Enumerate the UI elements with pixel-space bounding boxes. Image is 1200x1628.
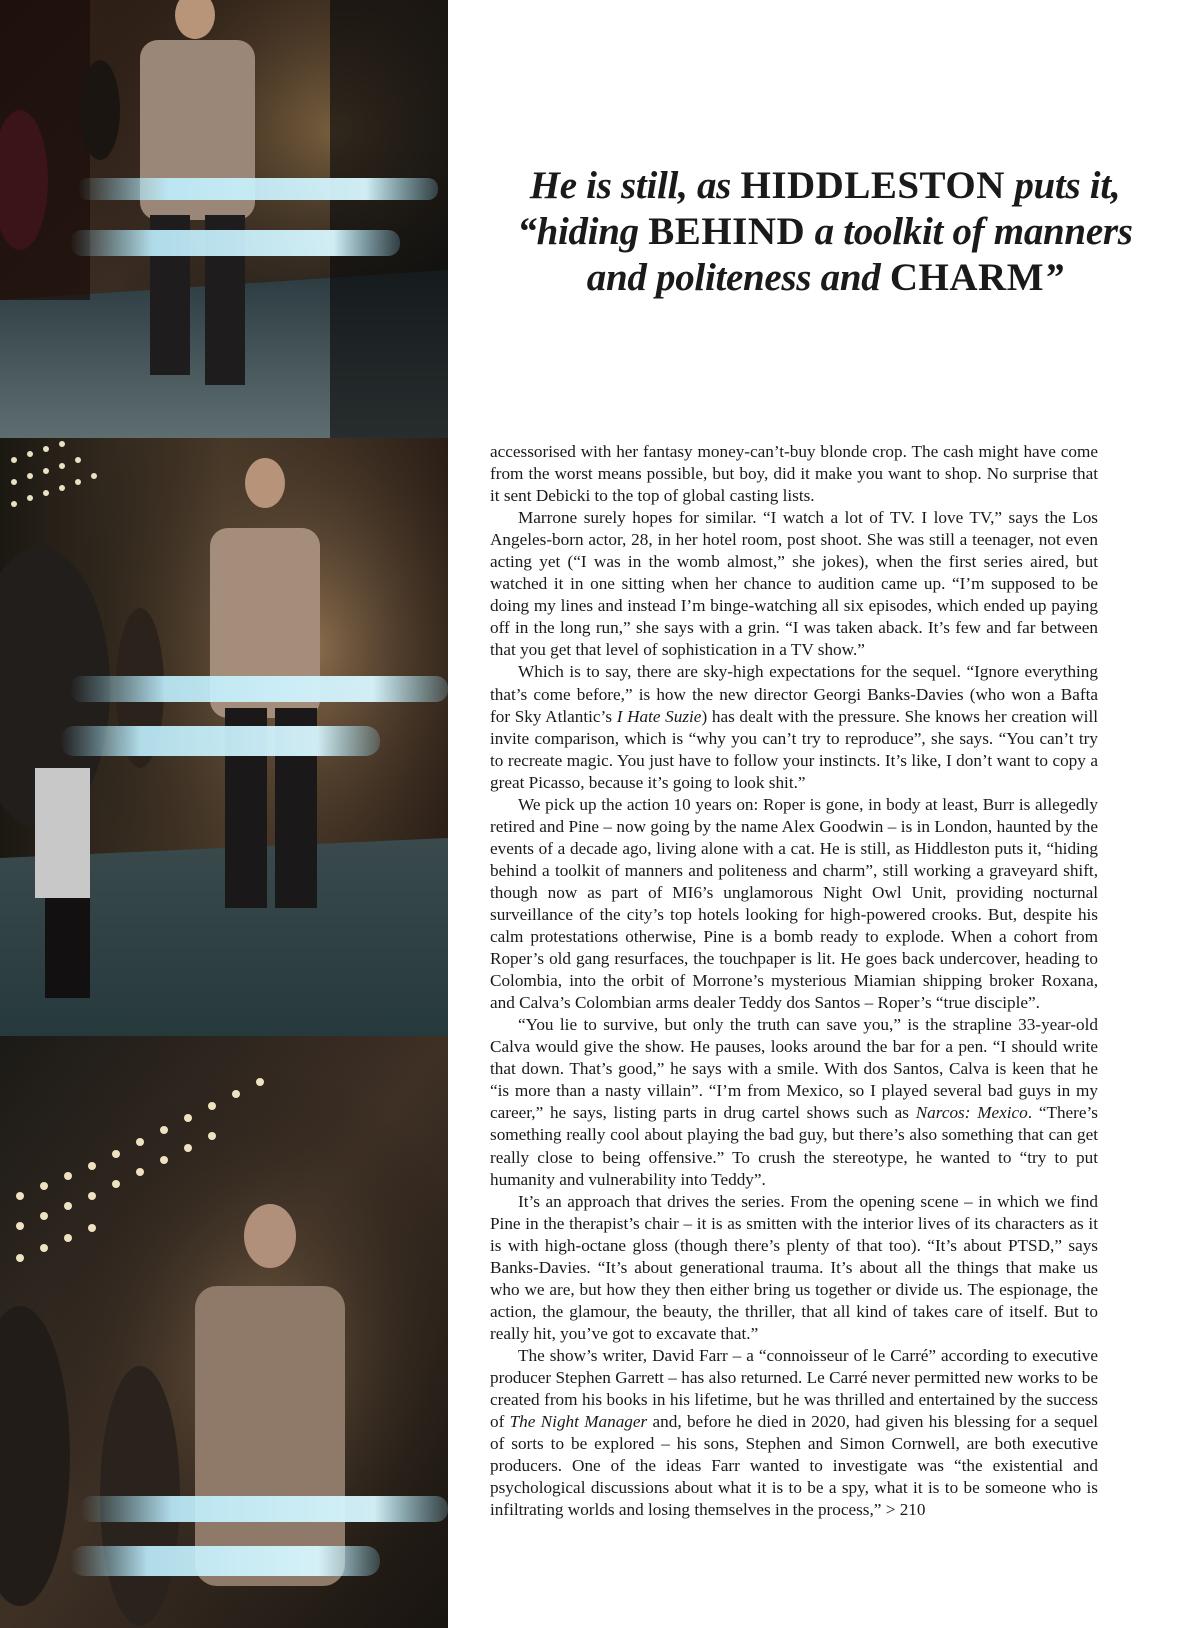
- photo-column: [0, 0, 448, 1628]
- photo-panel-2: [0, 438, 448, 1036]
- article-paragraph: It’s an approach that drives the series. From the opening scene – in which we find Pine in the therapist’s chair – it is as smitten with the interior lives of its characters as it is with high-octane gloss (though there’s plenty of that too). “It’s about PTSD,” says Banks-Davies. “It’s about generational trauma. It’s about all the things that make us who we are, but how they then either bring us together or divide us. The espionage, the action, the glamour, the beauty, the thriller, that all kind of takes care of itself. But to really hit, you’ve got to excavate that.”: [490, 1191, 1098, 1343]
- article-paragraph: accessorised with her fantasy money-can’t-buy blonde crop. The cash might have come from the worst means possible, but boy, did it make you want to shop. No surprise that it sent Debicki to the top of global casting lists.: [490, 442, 1098, 506]
- article-paragraph: “You lie to survive, but only the truth can save you,” is the strapline 33-year-old Calva would give the show. He pauses, looks around the bar for a pen. “I should write that down. That’s good,” he says with a smile. With dos Santos, Calva is keen that he “is more than a nasty villain”. “I’m from Mexico, so I played several bad guys in my career,” he says, listing parts in drug cartel shows such as Narcos: Mexico. “There’s something really cool about playing the bad guy, but there’s also something that can get really close to being offensive.” To crush the stereotype, he wanted to “try to put humanity and vulnerability into Teddy”.: [490, 1015, 1098, 1189]
- photo-panel-3: [0, 1036, 448, 1628]
- article-paragraph: The show’s writer, David Farr – a “connoisseur of le Carré” according to executive producer Stephen Garrett – has also returned. Le Carré never permitted new works to be created from his books in his lifetime, but he was thrilled and entertained by the success of The Night Manager and, before he died in 2020, had given his blessing for a sequel of sorts to be explored – his sons, Stephen and Simon Cornwell, are both executive producers. One of the ideas Farr wanted to investigate was “the existential and psychological discussions about what it is to be a spy, what it is to be someone who is infiltrating worlds and losing themselves in the process,” > 210: [490, 1345, 1098, 1520]
- photo-hiddleston-walking-street: [0, 0, 448, 438]
- article-paragraph: Which is to say, there are sky-high expectations for the sequel. “Ignore everything that’s come before,” is how the new director Georgi Banks-Davies (who won a Bafta for Sky Atlantic’s I Hate Suzie) has dealt with the pressure. She knows her creation will invite comparison, which is “why you can’t try to reproduce”, she says. “You can’t try to recreate magic. You just have to follow your instincts. It’s like, I don’t want to copy a great Picasso, because it’s going to look shit.”: [490, 662, 1099, 792]
- article-paragraph: Marrone surely hopes for similar. “I watch a lot of TV. I love TV,” says the Los Angeles-born actor, 28, in her hotel room, post shoot. She was still a teenager, not even acting yet (“I was in the womb almost,” she jokes), when the first series aired, but watched it in one sitting when her chance to audition came up. “I’m supposed to be doing my lines and instead I’m binge-watching all six episodes, which ended up paying off in the long run,” she says with a grin. “I was taken aback. It’s few and far between that you get that level of sophistication in a TV show.”: [490, 508, 1098, 660]
- photo-hiddleston-standing-marquee: [0, 1036, 448, 1628]
- photo-panel-1: [0, 0, 448, 438]
- photo-hiddleston-walking-theatre-lights: [0, 438, 448, 1036]
- article-paragraph: We pick up the action 10 years on: Roper is gone, in body at least, Burr is allegedly retired and Pine – now going by the name Alex Goodwin – is in London, haunted by the events of a decade ago, living alone with a cat. He is still, as Hiddleston puts it, “hiding behind a toolkit of manners and politeness and charm”, still working a graveyard shift, though now as part of MI6’s unglamorous Night Owl Unit, providing nocturnal surveillance of the city’s top hotels looking for high-powered crooks. But, despite his calm protestations otherwise, Pine is a bomb ready to explode. When a cohort from Roper’s old gang resurfaces, the touchpaper is lit. He goes back undercover, heading to Colombia, into the orbit of Morrone’s mysterious Miamian shipping broker Roxana, and Calva’s Colombian arms dealer Teddy dos Santos – Roper’s “true disciple”.: [490, 794, 1098, 1013]
- pull-quote: [480, 163, 1170, 301]
- article-body: [490, 441, 1098, 1521]
- pull-quote-line-2: “hiding BEHIND a toolkit of manners: [517, 210, 1133, 253]
- pull-quote-line-3: and politeness and CHARM”: [586, 256, 1064, 299]
- pull-quote-line-1: He is still, as HIDDLESTON puts it,: [529, 164, 1121, 207]
